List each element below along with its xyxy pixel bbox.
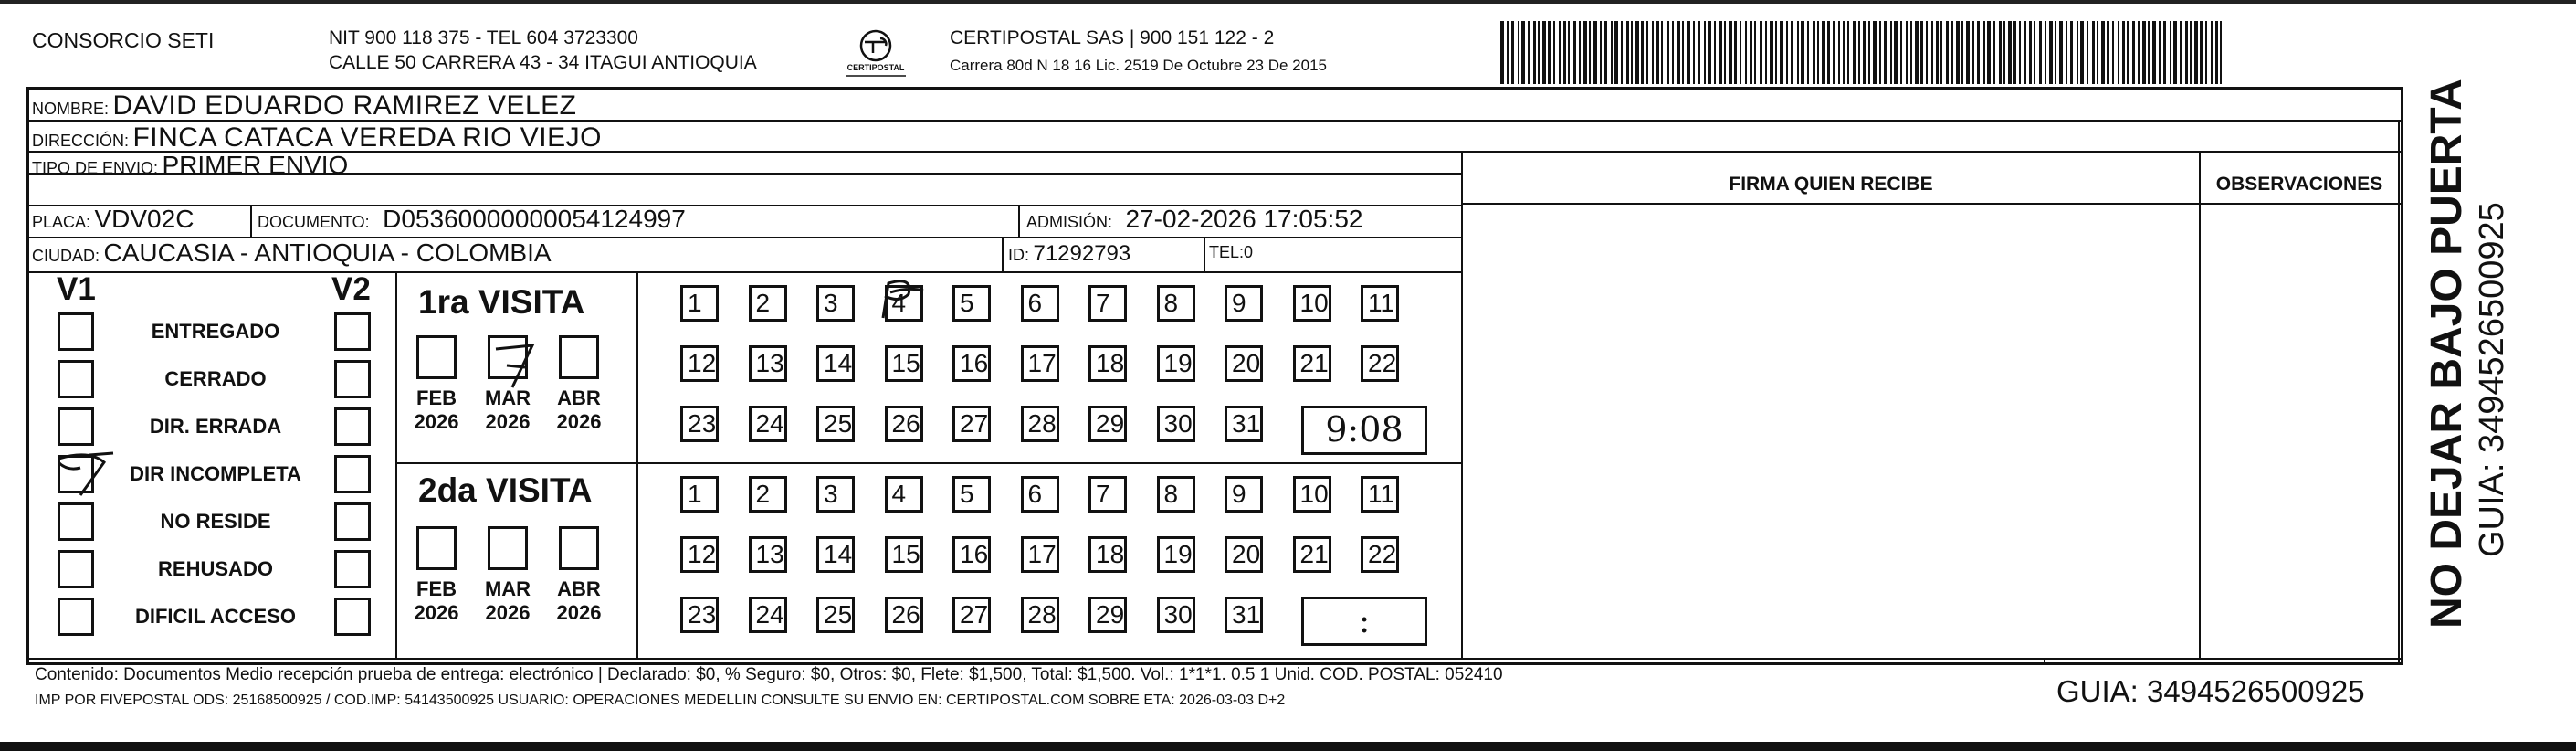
- day-box[interactable]: 28: [1021, 597, 1059, 633]
- v2-checkbox[interactable]: [334, 455, 371, 493]
- top-rule: [0, 0, 2576, 4]
- footer-imp: IMP POR FIVEPOSTAL ODS: 25168500925 / COD.IMP: 54143500925 USUARIO: OPERACIONES MEDELLIN CONSULTE SU ENVIO EN: CERTIPOSTAL.COM SOBRE ETA: 2026-03-03 D+2: [35, 693, 1286, 708]
- firma-header: FIRMA QUIEN RECIBE: [1729, 174, 1933, 195]
- day-box[interactable]: 18: [1088, 536, 1127, 573]
- ciudad-label: CIUDAD:: [32, 247, 100, 265]
- v2-checkbox[interactable]: [334, 407, 371, 446]
- day-box[interactable]: 10: [1293, 285, 1331, 322]
- day-box[interactable]: 6: [1021, 285, 1059, 322]
- day-box[interactable]: 18: [1088, 345, 1127, 382]
- v1-header: V1: [57, 271, 96, 307]
- tipo-label: TIPO DE ENVIO:: [32, 159, 159, 177]
- day-box[interactable]: 19: [1157, 536, 1195, 573]
- v2-checkbox[interactable]: [334, 312, 371, 351]
- ciudad-cell: [32, 238, 552, 268]
- day-box[interactable]: 30: [1157, 597, 1195, 633]
- row-divider: [26, 271, 1462, 273]
- time-box[interactable]: :: [1301, 597, 1427, 646]
- tel-label: TEL:: [1209, 243, 1245, 261]
- year-label: 2026: [485, 410, 531, 433]
- year-label: 2026: [414, 410, 459, 433]
- day-box[interactable]: 4: [885, 285, 923, 322]
- col-divider: [2044, 658, 2045, 665]
- day-box[interactable]: 7: [1088, 285, 1127, 322]
- v1-checkbox[interactable]: [58, 312, 94, 351]
- certipostal-line: CERTIPOSTAL SAS | 900 151 122 - 2: [950, 27, 1275, 48]
- month-label: MAR: [484, 386, 531, 409]
- day-box[interactable]: 14: [816, 536, 855, 573]
- month-label: MAR: [484, 577, 531, 600]
- day-box[interactable]: 26: [885, 406, 923, 442]
- tel-value: 0: [1244, 243, 1254, 261]
- documento-label: DOCUMENTO:: [258, 213, 370, 231]
- day-box[interactable]: 27: [952, 406, 991, 442]
- day-box[interactable]: 25: [816, 597, 855, 633]
- nombre-row: [32, 90, 577, 122]
- day-box[interactable]: 17: [1021, 345, 1059, 382]
- month-label: FEB: [416, 577, 457, 600]
- status-label: ENTREGADO: [151, 320, 280, 343]
- v1-checkbox[interactable]: [58, 598, 94, 636]
- day-box[interactable]: 17: [1021, 536, 1059, 573]
- side-guia: GUIA: 3494526500925: [2473, 202, 2511, 557]
- v2-checkbox[interactable]: [334, 550, 371, 588]
- day-box[interactable]: 11: [1361, 476, 1399, 513]
- row-divider: [26, 658, 2403, 660]
- col-divider: [1204, 237, 1205, 273]
- observaciones-header: OBSERVACIONES: [2215, 174, 2383, 195]
- handwritten-mark-day4: [872, 274, 936, 338]
- day-box[interactable]: 24: [749, 406, 787, 442]
- logo-text: CERTIPOSTAL: [846, 63, 905, 72]
- day-box[interactable]: 16: [952, 536, 991, 573]
- day-box[interactable]: 2: [749, 476, 787, 513]
- status-label: DIR. ERRADA: [149, 415, 282, 438]
- day-box[interactable]: 15: [885, 345, 923, 382]
- tel-cell: [1209, 243, 1253, 262]
- handwritten-mark-dir-incompleta: [53, 450, 117, 504]
- day-box[interactable]: 1: [680, 285, 719, 322]
- status-label: DIR INCOMPLETA: [130, 462, 301, 485]
- col-divider: [1018, 205, 1020, 238]
- day-box[interactable]: 10: [1293, 476, 1331, 513]
- address-line: CALLE 50 CARRERA 43 - 34 ITAGUI ANTIOQUIA: [329, 52, 757, 73]
- month-label: ABR: [557, 577, 601, 600]
- day-box[interactable]: 1: [680, 476, 719, 513]
- day-box[interactable]: 20: [1225, 536, 1263, 573]
- year-label: 2026: [556, 601, 602, 624]
- col-divider: [2398, 120, 2400, 665]
- day-box[interactable]: 4: [885, 476, 923, 513]
- day-box[interactable]: 30: [1157, 406, 1195, 442]
- direccion-label: DIRECCIÓN:: [32, 132, 130, 150]
- day-box[interactable]: 22: [1361, 536, 1399, 573]
- barcode: [1500, 21, 2226, 84]
- side-warning: NO DEJAR BAJO PUERTA: [2423, 79, 2471, 629]
- day-box[interactable]: 3: [816, 476, 855, 513]
- day-box[interactable]: 13: [749, 345, 787, 382]
- day-box[interactable]: 5: [952, 476, 991, 513]
- day-box[interactable]: 8: [1157, 476, 1195, 513]
- id-label: ID:: [1008, 246, 1030, 264]
- day-box[interactable]: 23: [680, 406, 719, 442]
- v2-checkbox[interactable]: [334, 598, 371, 636]
- day-box[interactable]: 5: [952, 285, 991, 322]
- row-divider: [395, 462, 1462, 464]
- day-box[interactable]: 3: [816, 285, 855, 322]
- handwritten-mark-mar: [489, 340, 543, 395]
- v1-checkbox[interactable]: [58, 360, 94, 398]
- id-cell: [1008, 241, 1130, 267]
- day-box[interactable]: 14: [816, 345, 855, 382]
- firma-area[interactable]: [1463, 205, 2199, 658]
- day-box[interactable]: 13: [749, 536, 787, 573]
- month-label: ABR: [557, 386, 601, 409]
- day-box[interactable]: 9: [1225, 285, 1263, 322]
- col-divider: [395, 271, 397, 660]
- day-box[interactable]: 19: [1157, 345, 1195, 382]
- day-box[interactable]: 12: [680, 536, 719, 573]
- day-box[interactable]: 7: [1088, 476, 1127, 513]
- documento-value: D05360000000054124997: [383, 205, 686, 233]
- tipo-row: [32, 151, 349, 180]
- day-box[interactable]: 9: [1225, 476, 1263, 513]
- day-box[interactable]: 20: [1225, 345, 1263, 382]
- month-checkbox[interactable]: [559, 335, 599, 379]
- month-checkbox[interactable]: [416, 526, 457, 570]
- day-box[interactable]: 23: [680, 597, 719, 633]
- status-label: CERRADO: [164, 367, 267, 390]
- v1-checkbox[interactable]: [58, 407, 94, 446]
- v1-checkbox[interactable]: [58, 502, 94, 541]
- day-box[interactable]: 16: [952, 345, 991, 382]
- day-box[interactable]: 24: [749, 597, 787, 633]
- direccion-value: FINCA CATACA VEREDA RIO VIEJO: [132, 122, 602, 153]
- day-box[interactable]: 31: [1225, 406, 1263, 442]
- barcode-bar: [2220, 21, 2222, 84]
- status-label: REHUSADO: [158, 557, 273, 580]
- day-box[interactable]: 12: [680, 345, 719, 382]
- tipo-value: PRIMER ENVIO: [162, 151, 349, 179]
- nit-line: NIT 900 118 375 - TEL 604 3723300: [329, 27, 638, 48]
- month-checkbox[interactable]: [488, 526, 528, 570]
- direccion-row: [32, 122, 602, 153]
- v2-header: V2: [331, 271, 371, 307]
- status-label: DIFICIL ACCESO: [134, 605, 296, 628]
- day-box[interactable]: 25: [816, 406, 855, 442]
- v1-checkbox[interactable]: [58, 550, 94, 588]
- visit2-title: 2da VISITA: [418, 471, 593, 509]
- company-name: CONSORCIO SETI: [32, 28, 215, 52]
- observaciones-area[interactable]: [2201, 205, 2398, 658]
- day-box[interactable]: 11: [1361, 285, 1399, 322]
- license-line: Carrera 80d N 18 16 Lic. 2519 De Octubre 23 De 2015: [950, 57, 1327, 74]
- placa-value: VDV02C: [94, 205, 195, 233]
- bottom-rule: [0, 742, 2576, 751]
- col-divider: [636, 271, 638, 660]
- time-box[interactable]: 9:08: [1301, 406, 1427, 455]
- placa-label: PLACA:: [32, 213, 91, 231]
- day-box[interactable]: 15: [885, 536, 923, 573]
- day-box[interactable]: 21: [1293, 345, 1331, 382]
- placa-cell: [32, 205, 194, 234]
- day-box[interactable]: 26: [885, 597, 923, 633]
- day-box[interactable]: 22: [1361, 345, 1399, 382]
- day-box[interactable]: 8: [1157, 285, 1195, 322]
- footer-guia: GUIA: 3494526500925: [2056, 674, 2365, 708]
- nombre-label: NOMBRE:: [32, 100, 110, 118]
- certipostal-logo: [833, 27, 920, 80]
- nombre-value: DAVID EDUARDO RAMIREZ VELEZ: [112, 90, 577, 121]
- admision-cell: [1026, 205, 1362, 234]
- id-value: 71292793: [1033, 241, 1131, 266]
- documento-cell: [258, 205, 686, 234]
- day-box[interactable]: 27: [952, 597, 991, 633]
- day-box[interactable]: 29: [1088, 406, 1127, 442]
- col-divider: [1002, 237, 1004, 273]
- year-label: 2026: [414, 601, 459, 624]
- footer-contenido: Contenido: Documentos Medio recepción prueba de entrega: electrónico | Declarado: $0, % Seguro: $0, Otros: $0, Flete: $1,500, Total: $1,500. Vol.: 1*1*1. 0.5 1 Unid. COD. POSTAL: 052410: [35, 665, 1503, 684]
- col-divider: [250, 205, 252, 238]
- day-box[interactable]: 21: [1293, 536, 1331, 573]
- day-box[interactable]: 28: [1021, 406, 1059, 442]
- ciudad-value: CAUCASIA - ANTIOQUIA - COLOMBIA: [103, 238, 552, 267]
- day-box[interactable]: 31: [1225, 597, 1263, 633]
- year-label: 2026: [485, 601, 531, 624]
- month-label: FEB: [416, 386, 457, 409]
- month-checkbox[interactable]: [559, 526, 599, 570]
- v2-checkbox[interactable]: [334, 360, 371, 398]
- status-label: NO RESIDE: [160, 510, 271, 533]
- month-checkbox[interactable]: [416, 335, 457, 379]
- admision-label: ADMISIÓN:: [1026, 213, 1113, 231]
- day-box[interactable]: 29: [1088, 597, 1127, 633]
- visit1-title: 1ra VISITA: [418, 283, 585, 321]
- day-box[interactable]: 2: [749, 285, 787, 322]
- admision-value: 27-02-2026 17:05:52: [1125, 205, 1363, 233]
- v2-checkbox[interactable]: [334, 502, 371, 541]
- day-box[interactable]: 6: [1021, 476, 1059, 513]
- year-label: 2026: [556, 410, 602, 433]
